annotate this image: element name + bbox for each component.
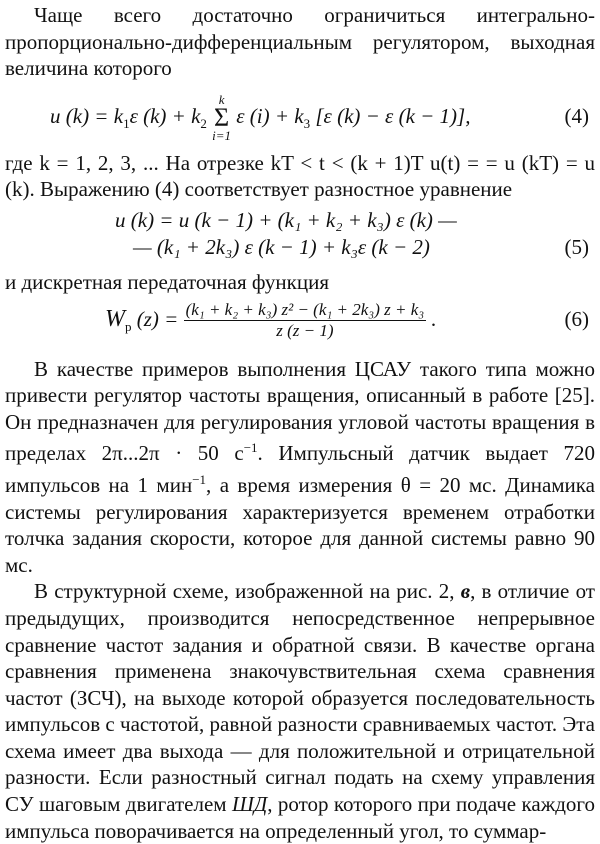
- eq5-line1: u (k) = u (k − 1) + (k₁ + k₂ + k₃) ε (k) —: [115, 207, 457, 232]
- examples-unit-exponent-1: −1: [243, 440, 258, 456]
- eq6-lhs-subscript: p: [125, 318, 132, 334]
- paragraph-intro: Чаще всего достаточно ограничиться интегрально-пропорционально-дифференциальным регулятором, выходная величина которого: [5, 3, 595, 81]
- structure-text-b: , в отличие от предыдущих, производится непосредственное непрерывное сравнение частот задания и обратной связи. В качестве органа сравнения применена знакочувствительная схема сравнения частот (ЗСЧ), на выходе которой образуется последовательность импульсов с частотой, равной разности сравниваемых частот. Эта схема имеет два выхода — для положительной и отрицательной разности. Если разностный сигнал подать на схему управления СУ шаговым двигателем: [5, 579, 595, 817]
- figure-letter: в: [460, 579, 471, 604]
- equation-4: u $(k) = k_1\varepsilon$ $(k) + k_2$ k Σ i=1 ε $(i) + k_3$ [ε (k) − ε (k − 1)], (4): [5, 88, 595, 144]
- eq6-lhs-arg: (z) =: [131, 306, 184, 331]
- equation-6-number: (6): [564, 306, 589, 331]
- equation-5-number: (5): [564, 234, 589, 259]
- paragraph-transfer-function: и дискретная передаточная функция: [5, 269, 330, 294]
- eq4-part-c: [ε (k) − ε (k − 1)],: [310, 103, 471, 128]
- eq6-lhs: W: [105, 305, 125, 332]
- eq4-sum-bottom: i=1: [212, 127, 232, 143]
- eq4-part-b: ε (i) + k: [231, 103, 304, 128]
- paragraph-where: где k = 1, 2, 3, ... На отрезке kT < t < (k + 1)T u(t) = = u (kT) = u (k). Выражению (4) соответствует разностное уравнение: [5, 150, 595, 202]
- structure-text-a: В структурной схеме, изображенной на рис. 2,: [34, 579, 461, 604]
- examples-text-a: В качестве примеров выполнения ЦСАУ такого типа можно привести регулятор частоты вращения, описанный в работе [25]. Он предназначен для регулирования угловой частоты вращения в пределах 2π...2π · 50 с: [5, 356, 595, 466]
- examples-text-b: . Импульсный датчик выдает 720 импульсов на 1 мин: [5, 441, 596, 497]
- eq6-numerator: (k₁ + k₂ + k₃) z² − (k₁ + 2k₃) z + k₃: [185, 300, 425, 320]
- examples-unit-exponent-2: −1: [192, 471, 207, 487]
- examples-text-c: , а время измерения θ = 20 мс. Динамика системы регулирования характеризуется временем отработки толчка задания скорости, которое для данной системы равно 90 мс.: [5, 472, 595, 577]
- eq4-lhs: u (k) = k: [50, 103, 124, 128]
- stepper-motor-label: ШД: [231, 792, 268, 817]
- paragraph-examples: [5, 356, 595, 579]
- structure-text-c: , ротор которого при подаче каждого импульса поворачивается на определенный угол, то суммар-: [5, 792, 595, 843]
- eq6-fraction: [184, 300, 427, 341]
- eq4-sigma: Σ: [214, 102, 230, 132]
- equation-4-number: (4): [564, 103, 589, 128]
- eq6-denominator: z (z − 1): [276, 321, 334, 341]
- equation-5: [5, 207, 595, 261]
- equation-6: [5, 296, 595, 342]
- paragraph-structure: [5, 578, 595, 844]
- eq4-part-a: ε (k) + k: [129, 103, 201, 128]
- eq5-line2: — (k₁ + 2k₃) ε (k − 1) + k₃ε (k − 2): [133, 234, 430, 259]
- eq4-sum-top: k: [218, 91, 225, 107]
- eq6-tail: .: [426, 306, 437, 331]
- eq4-sum-operator: [212, 91, 232, 143]
